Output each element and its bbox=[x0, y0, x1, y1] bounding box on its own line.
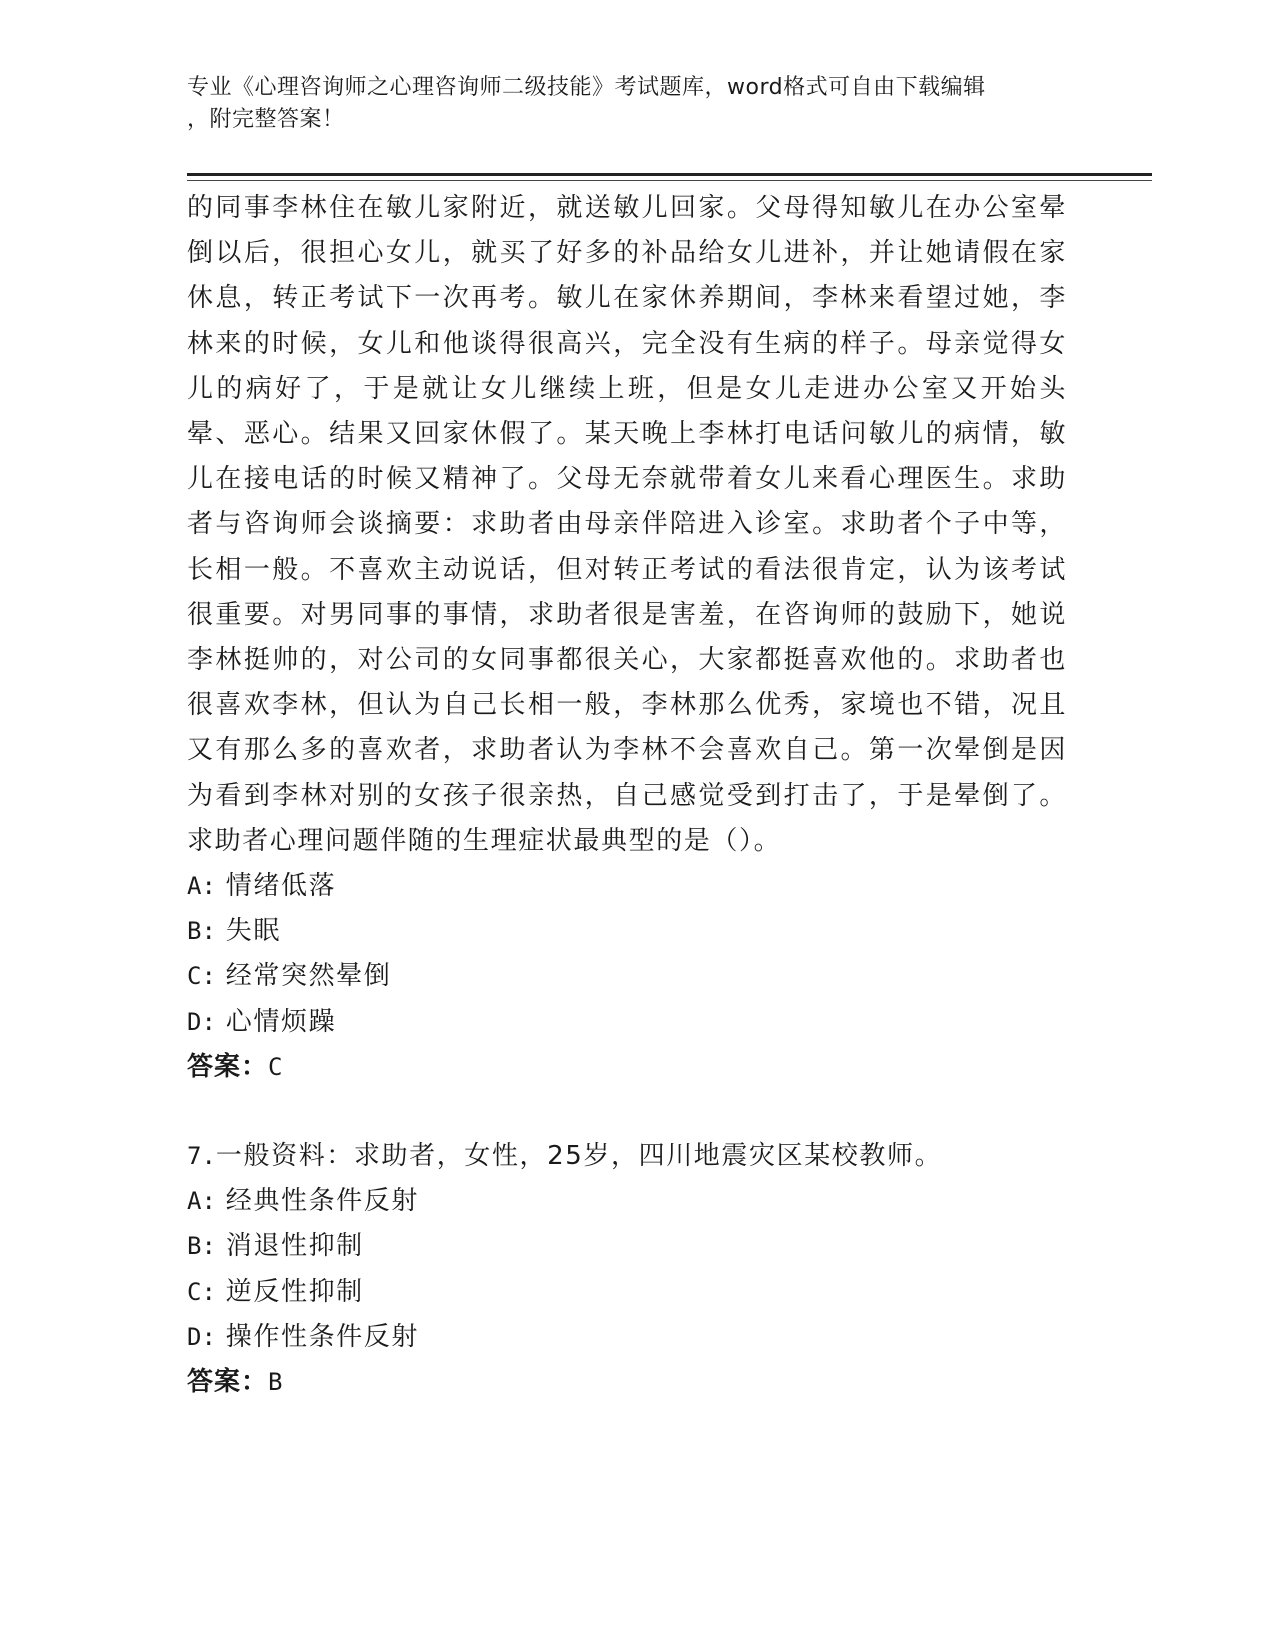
question-7-answer bbox=[187, 1360, 1067, 1405]
header-line-1: 专业《心理咨询师之心理咨询师二级技能》考试题库，word格式可自由下载编辑 bbox=[187, 75, 986, 100]
header-rule-thick bbox=[187, 173, 1152, 176]
option-text: 经常突然晕倒 bbox=[225, 961, 392, 992]
option-text: 消退性抑制 bbox=[225, 1231, 364, 1262]
question-7-option-d bbox=[187, 1315, 1067, 1360]
option-letter: D: bbox=[187, 1007, 216, 1036]
question-7-option-c bbox=[187, 1270, 1067, 1315]
question-7-stem-text: 一般资料：求助者，女性，25岁，四川地震灾区某校教师。 bbox=[215, 1141, 943, 1172]
question-6-answer bbox=[187, 1045, 1067, 1090]
header-line-2: ，附完整答案！ bbox=[187, 107, 345, 132]
option-text: 失眠 bbox=[225, 916, 281, 947]
option-letter: B: bbox=[187, 1232, 216, 1261]
question-7-option-a bbox=[187, 1179, 1067, 1224]
answer-label: 答案： bbox=[187, 1051, 269, 1082]
option-letter: D: bbox=[187, 1322, 216, 1351]
option-letter: C: bbox=[187, 962, 216, 991]
question-6-option-b bbox=[187, 909, 1067, 954]
option-text: 情绪低落 bbox=[225, 871, 337, 902]
option-text: 经典性条件反射 bbox=[225, 1186, 419, 1217]
option-letter: B: bbox=[187, 917, 216, 946]
option-letter: A: bbox=[187, 872, 216, 901]
option-text: 操作性条件反射 bbox=[225, 1321, 419, 1352]
question-6-option-d bbox=[187, 1000, 1067, 1045]
question-6-option-a bbox=[187, 864, 1067, 909]
question-6-stem: 的同事李林住在敏儿家附近，就送敏儿回家。父母得知敏儿在办公室晕倒以后，很担心女儿，就买了好多的补品给女儿进补，并让她请假在家休息，转正考试下一次再考。敏儿在家休养期间，李林来看望过她，李林来的时候，女儿和他谈得很高兴，完全没有生病的样子。母亲觉得女儿的病好了，于是就让女儿继续上班，但是女儿走进办公室又开始头晕、恶心。结果又回家休假了。某天晚上李林打电话问敏儿的病情，敏儿在接电话的时候又精神了。父母无奈就带着女儿来看心理医生。求助者与咨询师会谈摘要：求助者由母亲伴陪进入诊室。求助者个子中等，长相一般。不喜欢主动说话，但对转正考试的看法很肯定，认为该考试很重要。对男同事的事情，求助者很是害羞，在咨询师的鼓励下，她说李林挺帅的，对公司的女同事都很关心，大家都挺喜欢他的。求助者也很喜欢李林，但认为自己长相一般，李林那么优秀，家境也不错，况且又有那么多的喜欢者，求助者认为李林不会喜欢自己。第一次晕倒是因为看到李林对别的女孩子很亲热，自己感觉受到打击了，于是晕倒了。求助者心理问题伴随的生理症状最典型的是（）。 bbox=[187, 193, 1067, 856]
question-7-option-b bbox=[187, 1224, 1067, 1269]
question-7 bbox=[187, 1134, 1067, 1405]
question-7-stem bbox=[187, 1134, 1067, 1179]
header-rule-thin bbox=[187, 180, 1152, 181]
answer-value: C bbox=[268, 1052, 284, 1081]
question-6 bbox=[187, 186, 1067, 1090]
option-text: 心情烦躁 bbox=[225, 1006, 337, 1037]
option-letter: A: bbox=[187, 1187, 216, 1216]
option-text: 逆反性抑制 bbox=[225, 1276, 364, 1307]
document-header bbox=[187, 72, 1067, 136]
question-number: 7. bbox=[187, 1142, 216, 1171]
document-body bbox=[187, 186, 1067, 1405]
question-6-option-c bbox=[187, 954, 1067, 999]
answer-value: B bbox=[268, 1368, 284, 1397]
question-spacer bbox=[187, 1090, 1067, 1134]
option-letter: C: bbox=[187, 1277, 216, 1306]
answer-label: 答案： bbox=[187, 1367, 269, 1398]
